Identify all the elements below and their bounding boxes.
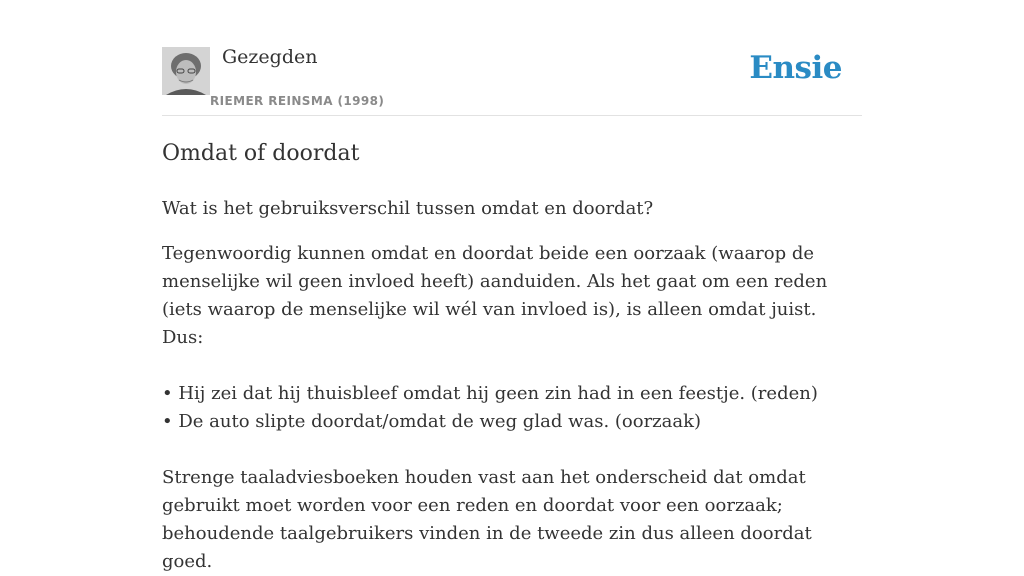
example-line: • Hij zei dat hij thuisbleef omdat hij geen zin had in een feestje. (reden) [162,383,818,404]
article [162,138,862,576]
avatar[interactable] [162,47,210,95]
ensie-logo[interactable]: Ensie [749,50,842,86]
answer-paragraph: Tegenwoordig kunnen omdat en doordat beide een oorzaak (waarop de menselijke wil geen invloed heeft) aanduiden. Als het gaat om een reden (iets waarop de menselijke wil wél van invloed is), is alleen omdat juist. Dus: [162,243,828,348]
collection-title[interactable]: Gezegden [222,46,318,68]
article-question: Wat is het gebruiksverschil tussen omdat en doordat? [162,198,654,219]
article-answer [162,240,862,576]
example-line: • De auto slipte doordat/omdat de weg glad was. (oorzaak) [162,411,702,432]
spacer [162,352,862,380]
answer-paragraph: Strenge taaladviesboeken houden vast aan het onderscheid dat omdat gebruikt moet worden voor een reden en doordat voor een oorzaak; behoudende taalgebruikers vinden in de tweede zin dus alleen doordat goed. [162,467,812,572]
author-portrait-icon [162,47,210,95]
page-title: Omdat of doordat [162,141,360,166]
spacer [162,436,862,464]
entry-header [162,40,862,116]
author-line[interactable]: RIEMER REINSMA (1998) [210,94,385,108]
